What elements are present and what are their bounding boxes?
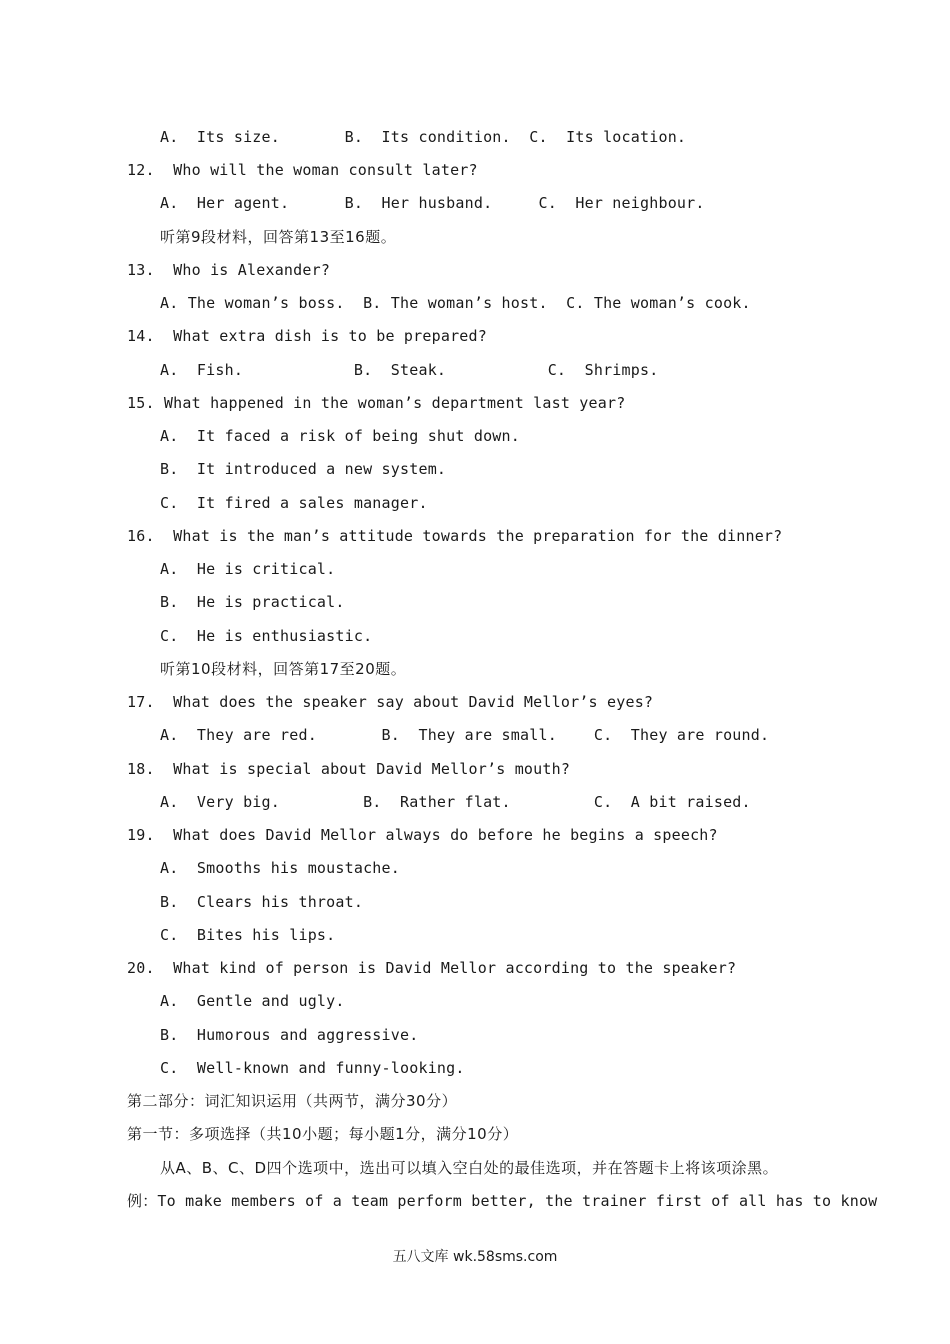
q20-option-c: C. Well-known and funny-looking. — [160, 1059, 465, 1077]
q20-option-b: B. Humorous and aggressive. — [160, 1026, 419, 1044]
q18-options: A. Very big. B. Rather flat. C. A bit raised. — [160, 793, 751, 811]
question-15: 15. What happened in the woman’s department last year? — [127, 394, 626, 412]
q16-option-a: A. He is critical. — [160, 560, 336, 578]
question-14: 14. What extra dish is to be prepared? — [127, 327, 487, 345]
q19-option-b: B. Clears his throat. — [160, 893, 364, 911]
q19-option-a: A. Smooths his moustache. — [160, 859, 400, 877]
q14-options: A. Fish. B. Steak. C. Shrimps. — [160, 361, 659, 379]
question-17: 17. What does the speaker say about David Mellor’s eyes? — [127, 693, 654, 711]
question-16: 16. What is the man’s attitude towards the preparation for the dinner? — [127, 527, 783, 545]
footer-watermark: 五八文库 wk.58sms.com — [392, 1249, 558, 1265]
q15-option-a: A. It faced a risk of being shut down. — [160, 427, 520, 445]
q13-options: A. The woman’s boss. B. The woman’s host. C. The woman’s cook. — [160, 294, 751, 312]
section-one-instructions: 从A、B、C、D四个选项中，选出可以填入空白处的最佳选项，并在答题卡上将该项涂黑。 — [160, 1159, 779, 1177]
q20-option-a: A. Gentle and ugly. — [160, 992, 345, 1010]
q15-option-c: C. It fired a sales manager. — [160, 494, 428, 512]
q16-option-c: C. He is enthusiastic. — [160, 627, 373, 645]
question-19: 19. What does David Mellor always do before he begins a speech? — [127, 826, 718, 844]
q17-options: A. They are red. B. They are small. C. They are round. — [160, 726, 770, 744]
example-sentence: 例：To make members of a team perform better, the trainer first of all has to know — [127, 1192, 878, 1210]
q12-options: A. Her agent. B. Her husband. C. Her neighbour. — [160, 194, 705, 212]
part-two-heading: 第二部分：词汇知识运用（共两节，满分30分） — [127, 1092, 458, 1110]
section-one-heading: 第一节：多项选择（共10小题；每小题1分，满分10分） — [127, 1125, 519, 1143]
q15-option-b: B. It introduced a new system. — [160, 460, 447, 478]
question-20: 20. What kind of person is David Mellor according to the speaker? — [127, 959, 737, 977]
section-instruction-10: 听第10段材料，回答第17至20题。 — [160, 660, 407, 678]
question-13: 13. Who is Alexander? — [127, 261, 331, 279]
q19-option-c: C. Bites his lips. — [160, 926, 336, 944]
q11-options: A. Its size. B. Its condition. C. Its location. — [160, 128, 687, 146]
q16-option-b: B. He is practical. — [160, 593, 345, 611]
question-12: 12. Who will the woman consult later? — [127, 161, 478, 179]
question-18: 18. What is special about David Mellor’s mouth? — [127, 760, 571, 778]
section-instruction-9: 听第9段材料，回答第13至16题。 — [160, 228, 397, 246]
